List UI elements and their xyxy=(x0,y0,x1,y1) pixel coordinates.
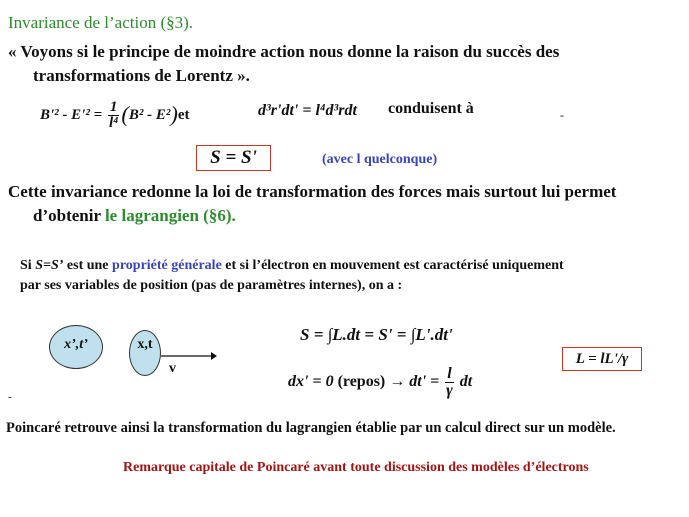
lagrangien-link: le lagrangien (§6). xyxy=(104,206,236,225)
fraction-one-over-l4: $\frac{1}{\text{l⁴}}$ xyxy=(108,99,119,131)
velocity-label: v xyxy=(169,361,176,376)
quote-line-1: « Voyons si le principe de moindre action nous donne la raison du succès des xyxy=(8,42,560,61)
slide-heading: Invariance de l’action (§3). xyxy=(8,13,194,32)
paragraph-1-line-1: Cette invariance redonne la loi de transformation des forces mais surtout lui permet xyxy=(8,182,617,201)
small-dash-mark: - xyxy=(8,391,12,403)
arrow-right: → xyxy=(389,373,406,391)
conclusion-text: conduisent à xyxy=(388,100,474,117)
word-et: et xyxy=(177,106,190,123)
fraction-l-over-gamma: $\frac{l}{\gamma}$ xyxy=(446,365,453,399)
rest-frame-label: x,t xyxy=(137,337,153,352)
poincare-conclusion: Poincaré retrouve ainsi la transformation du lagrangien établie par un calcul direct sur un modèle. xyxy=(6,420,616,436)
boxed-action-equality: S = S' xyxy=(196,145,271,171)
note-any-l: (avec l quelconque) xyxy=(322,152,438,167)
equation-rest-frame: dx' = 0 (repos) → dt' = $\frac{l}{\gamma}$ dt xyxy=(288,365,473,399)
boxed-lagrangian-transform: L = lL'/γ xyxy=(562,347,642,371)
equation-field-invariant: B'² - E'² = $\frac{1}{\text{l⁴}}$ (B² - E²)et xyxy=(40,99,190,131)
equation-action-integral: S = ∫L.dt = S' = ∫L'.dt' xyxy=(300,325,453,344)
paragraph-2-line-2: par ses variables de position (pas de paramètres internes), on a : xyxy=(20,278,403,293)
paragraph-2-line-1: Si S=S’ est une propriété générale et si l’électron en mouvement est caractérisé uniquement xyxy=(20,258,564,273)
dash-mark: - xyxy=(560,108,564,122)
equation-rhs: B² - E² xyxy=(128,106,171,123)
capital-remark: Remarque capitale de Poincaré avant toute discussion des modèles d’électrons xyxy=(123,460,589,475)
moving-frame-label: x’,t’ xyxy=(64,337,88,352)
paragraph-1-line-2: d’obtenir le lagrangien (§6). xyxy=(33,206,236,225)
equation-lhs: B'² - E'² = xyxy=(40,106,103,123)
equation-volume-invariant: d³r'dt' = l⁴d³rdt xyxy=(258,102,357,119)
general-property: propriété générale xyxy=(112,258,222,273)
quote-line-2: transformations de Lorentz ». xyxy=(33,66,250,85)
